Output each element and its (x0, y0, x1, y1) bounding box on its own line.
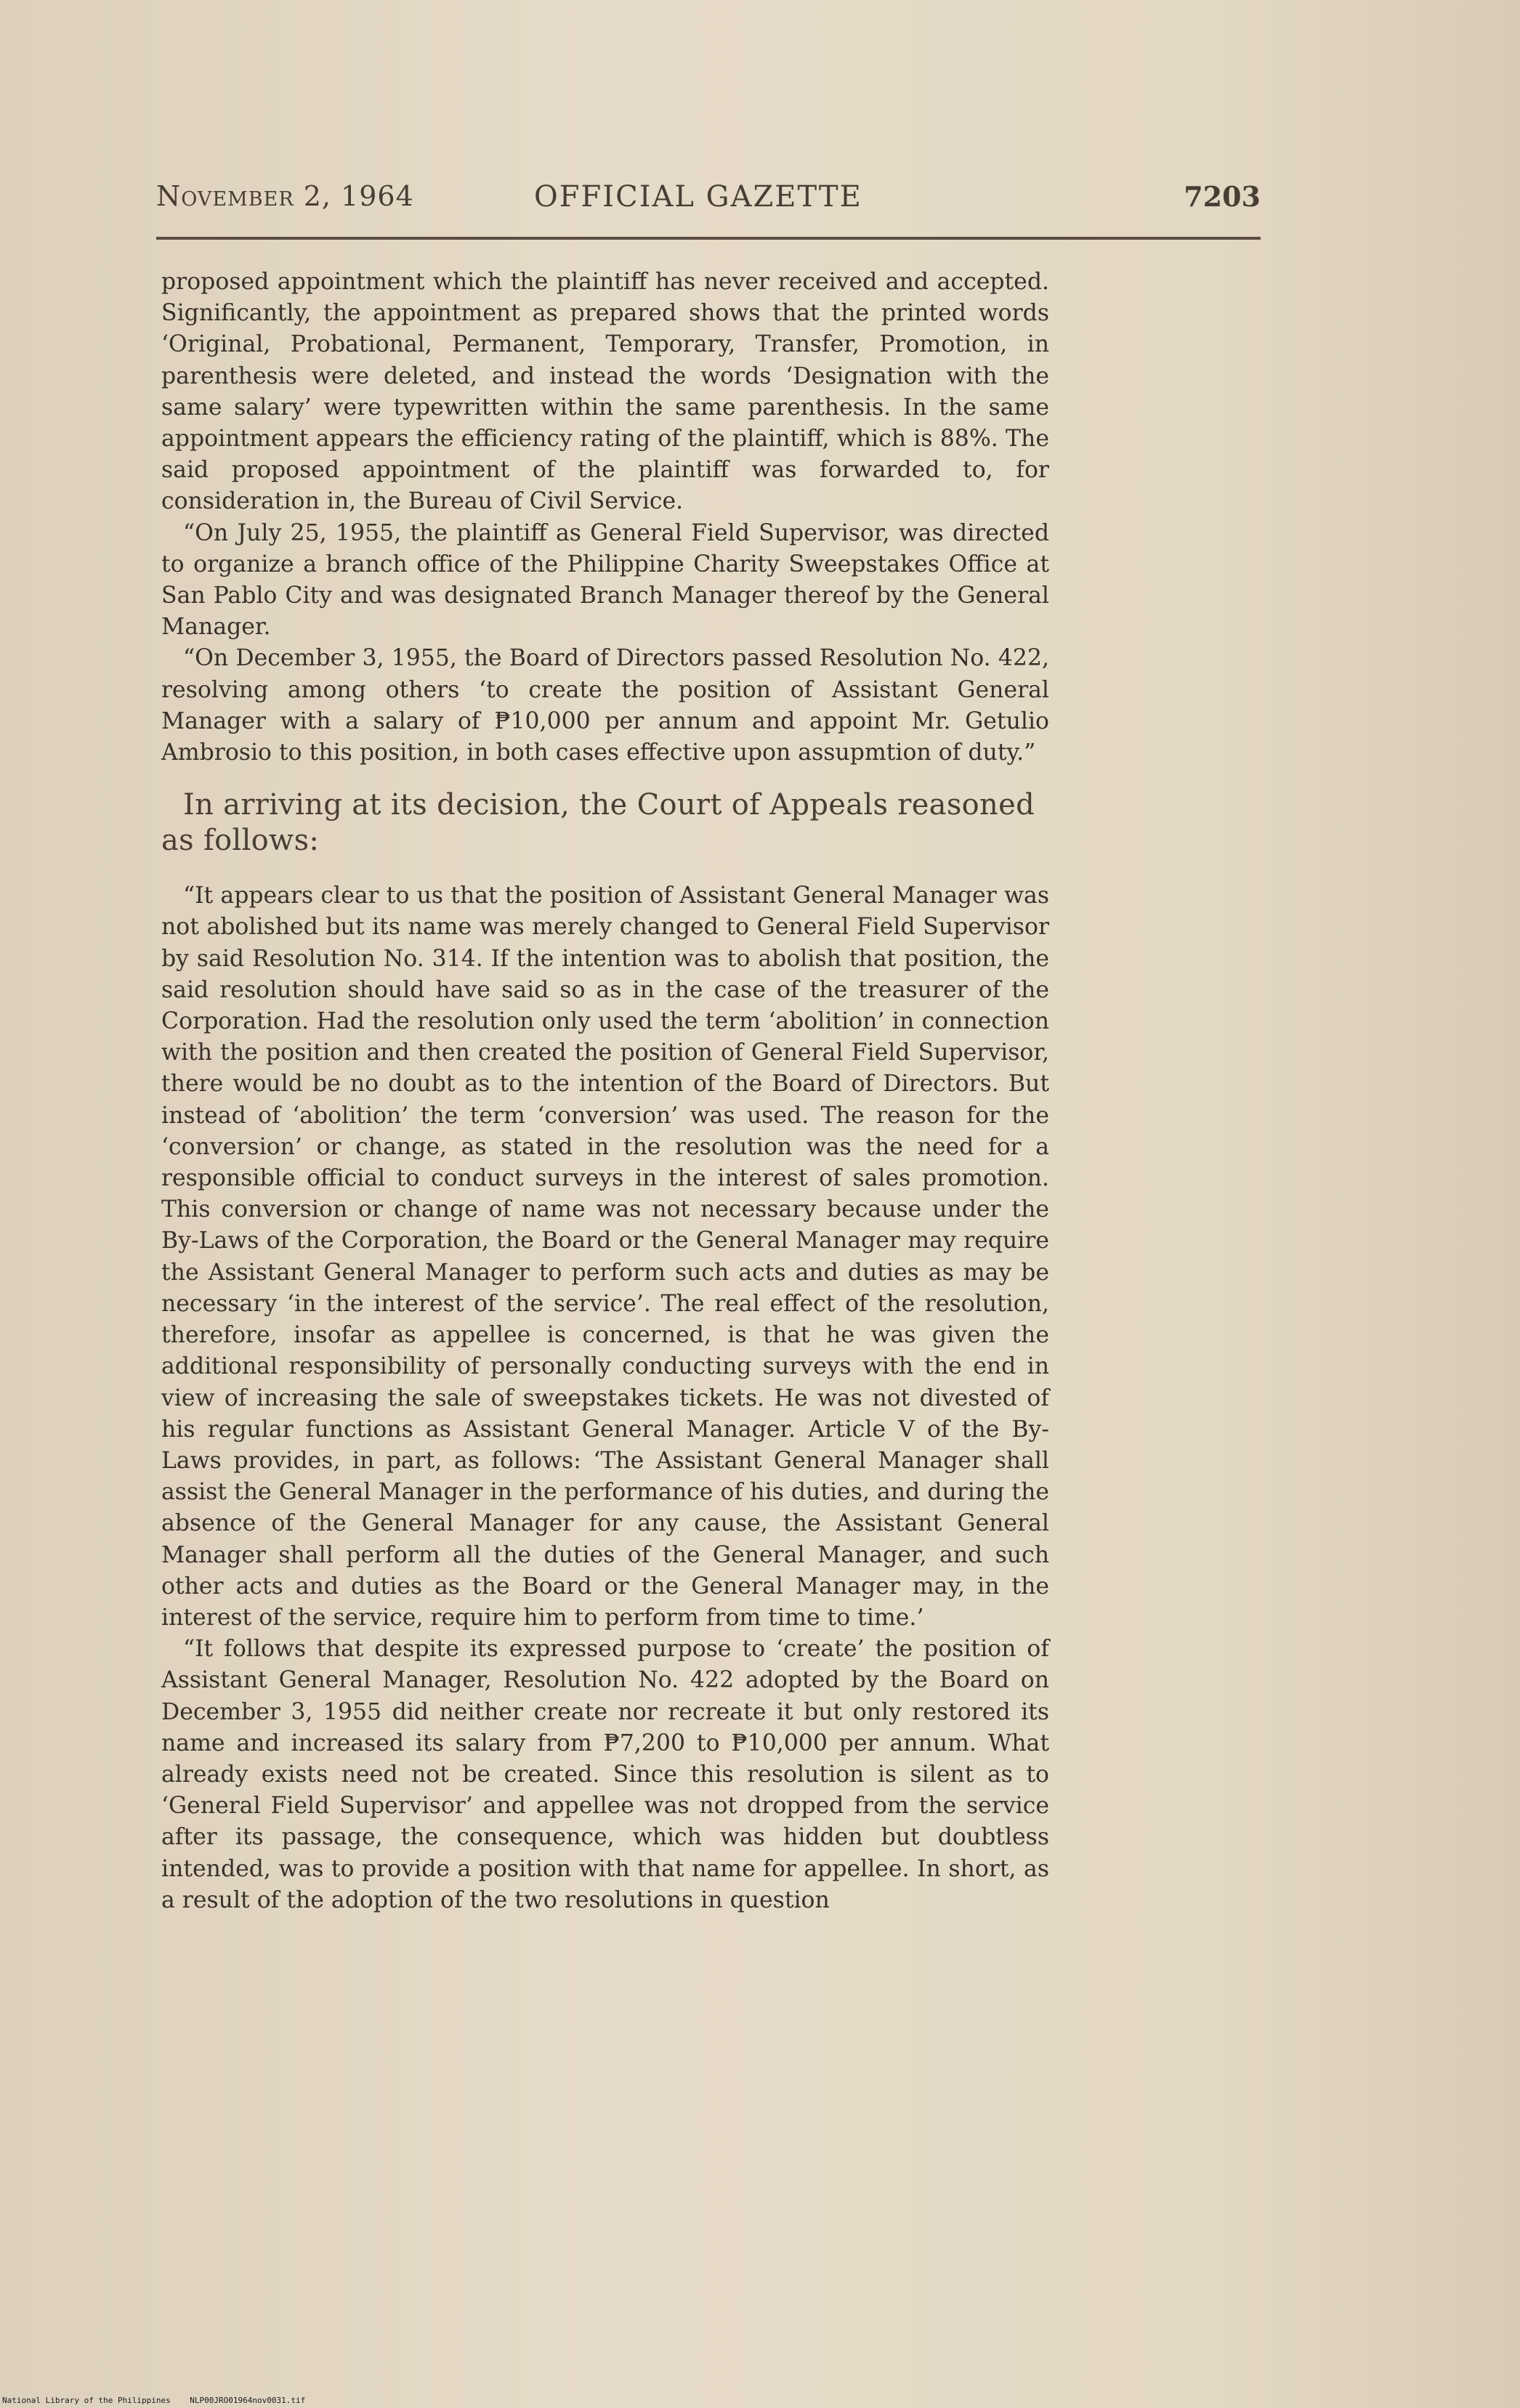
footer-library: National Library of the Philippines (2, 2396, 171, 2405)
header-rule (156, 237, 1261, 240)
paragraph-continued: proposed appointment which the plaintiff has never received and accepted. Significantly, the appointment as prepared shows that the printed words ‘Original, Probational, Permanent, Temporary, Transfer, Promotion, in parenthesis were deleted, and instead the words ‘Designation with the same salary’ were typewritten within the same parenthesis. In the same appointment appears the efficiency rating of the plaintiff, which is 88%. The said proposed appointment of the plaintiff was forwarded to, for consideration in, the Bureau of Civil Service. (161, 269, 1049, 515)
paragraph-july-1955: “On July 25, 1955, the plaintiff as General Field Supervisor, was directed to organize a branch office of the Philippine Charity Sweepstakes Office at San Pablo City and was designated Branch Manager thereof by the General Manager. (161, 519, 1049, 641)
paragraph-court-reasoning-intro: In arriving at its decision, the Court of Appeals reasoned as follows: (161, 788, 1035, 858)
paragraph-quote-it-follows: “It follows that despite its expressed purpose to ‘create’ the position of Assistant General Manager, Resolution No. 422 adopted by the Board on December 3, 1955 did neither create nor recreate it but only restored its name and increased its salary from ₱7,200 to ₱10,000 per annum. What already exists need not be created. Since this resolution is silent as to ‘General Field Supervisor’ and appellee was not dropped from the service after its passage, the consequence, which was hidden but doubtless intended, was to provide a position with that name for appellee. In short, as a result of the adoption of the two resolutions in question (161, 1636, 1049, 1913)
scan-footer (2, 2396, 305, 2405)
header-date: November 2, 1964 (156, 180, 414, 212)
page-header (156, 180, 1261, 224)
footer-filename: NLP00JRO01964nov0031.tif (190, 2396, 306, 2405)
article-body (161, 267, 1049, 1916)
page-number: 7203 (1184, 180, 1261, 213)
paragraph-december-1955: “On December 3, 1955, the Board of Directors passed Resolution No. 422, resolving among others ‘to create the position of Assistant General Manager with a salary of ₱10,000 per annum and appoint Mr. Getulio Ambrosio to this position, in both cases effective upon assupmtion of duty.” (161, 645, 1049, 766)
paragraph-quote-position-not-abolished: “It appears clear to us that the position of Assistant General Manager was not abolished but its name was merely changed to General Field Supervisor by said Resolution No. 314. If the intention was to abolish that position, the said resolution should have said so as in the case of the treasurer of the Corporation. Had the resolution only used the term ‘abolition’ in connection with the position and then created the position of General Field Supervisor, there would be no doubt as to the intention of the Board of Directors. But instead of ‘abolition’ the term ‘conversion’ was used. The reason for the ‘conversion’ or change, as stated in the resolution was the need for a responsible official to conduct surveys in the interest of sales promotion. This conversion or change of name was not necessary because under the By-Laws of the Corporation, the Board or the General Manager may require the Assistant General Manager to perform such acts and duties as may be necessary ‘in the interest of the service’. The real effect of the resolution, therefore, insofar as appellee is concerned, is that he was given the additional responsibility of personally conducting surveys with the end in view of increasing the sale of sweepstakes tickets. He was not divested of his regular functions as Assistant General Manager. Article V of the By-Laws provides, in part, as follows: ‘The Assistant General Manager shall assist the General Manager in the performance of his duties, and during the absence of the General Manager for any cause, the Assistant General Manager shall perform all the duties of the General Manager, and such other acts and duties as the Board or the General Manager may, in the interest of the service, require him to perform from time to time.’ (161, 883, 1049, 1631)
header-title: OFFICIAL GAZETTE (534, 180, 862, 214)
